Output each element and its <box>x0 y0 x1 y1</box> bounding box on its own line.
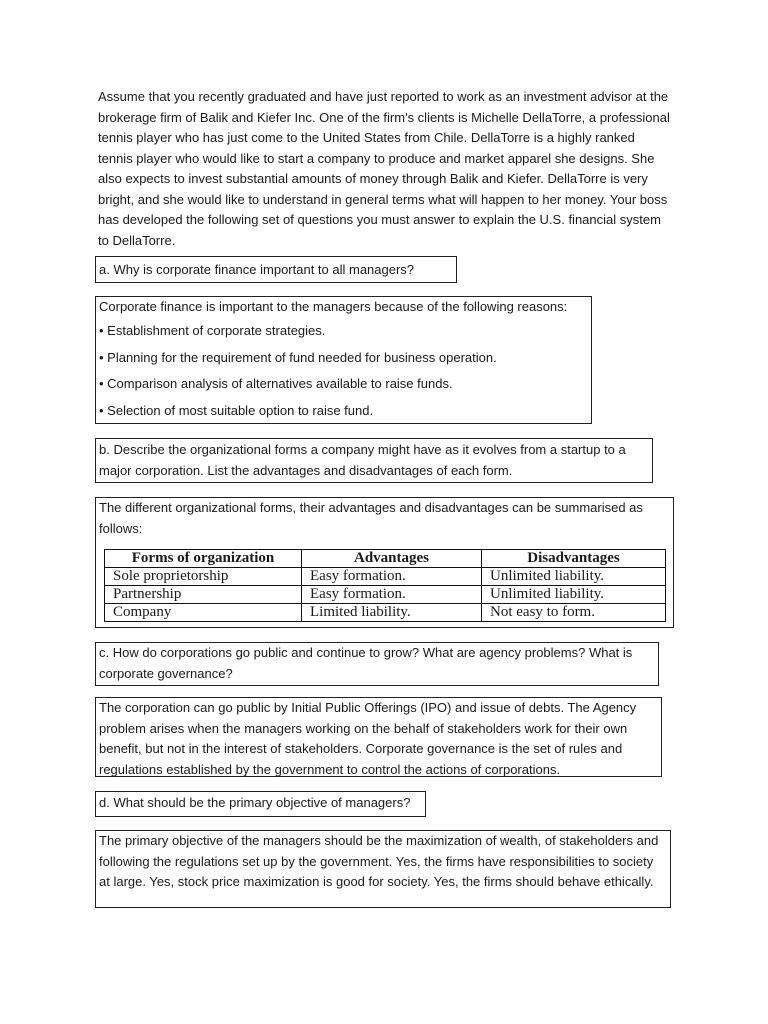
table-header-cell: Forms of organization <box>105 550 302 568</box>
question-a-box <box>95 256 457 283</box>
table-cell: Unlimited liability. <box>482 568 666 586</box>
answer-a-item: • Selection of most suitable option to raise fund. <box>99 402 374 418</box>
answer-c-box <box>95 697 662 777</box>
question-d-box <box>95 791 426 817</box>
table-cell: Unlimited liability. <box>482 586 666 604</box>
table-header-cell: Disadvantages <box>482 550 666 568</box>
answer-d-text: The primary objective of the managers should be the maximization of wealth, of stakeholders and following the regulations set up by the government. Yes, the firms have responsibilities to society at large. Yes, stock price maximization is good for society. Yes, the firms should behave ethically. <box>99 833 659 889</box>
table-cell: Not easy to form. <box>482 604 666 622</box>
question-c-box <box>95 642 659 686</box>
table-row <box>105 568 666 586</box>
table-header-row <box>105 550 666 568</box>
table-cell: Limited liability. <box>302 604 482 622</box>
table-cell: Sole proprietorship <box>105 568 302 586</box>
answer-c-text: The corporation can go public by Initial Public Offerings (IPO) and issue of debts. The Agency problem arises when the managers working on the behalf of stakeholders work for their own benefit, but not in the interest of stakeholders. Corporate governance is the set of rules and regulations established by the government to control the actions of corporations. <box>99 700 637 777</box>
table-cell: Company <box>105 604 302 622</box>
answer-d-box <box>95 830 671 908</box>
question-b-box <box>95 438 653 483</box>
answer-b-box <box>95 497 674 628</box>
question-d-text: d. What should be the primary objective of managers? <box>99 795 411 810</box>
table-row <box>105 586 666 604</box>
answer-a-item: • Establishment of corporate strategies. <box>99 323 326 338</box>
answer-a-box <box>95 296 592 424</box>
question-b-text: b. Describe the organizational forms a company might have as it evolves from a startup to a major corporation. List the advantages and disadvantages of each form. <box>99 442 626 478</box>
answer-a-lead: Corporate finance is important to the managers because of the following reasons: <box>99 299 568 314</box>
intro-paragraph: Assume that you recently graduated and have just reported to work as an investment advisor at the brokerage firm of Balik and Kiefer Inc. One of the firm's clients is Michelle DellaTorre, a professional tennis player who has just come to the United States from Chile. DellaTorre is a highly ranked tennis player who would like to start a company to produce and market apparel she designs. She also expects to invest substantial amounts of money through Balik and Kiefer. DellaTorre is very bright, and she would like to understand in general terms what will happen to her money. Your boss has developed the following set of questions you must answer to explain the U.S. financial system to DellaTorre. <box>98 89 670 248</box>
organization-forms-table <box>104 549 666 622</box>
answer-a-item: • Comparison analysis of alternatives available to raise funds. <box>99 376 453 391</box>
answer-a-item: • Planning for the requirement of fund needed for business operation. <box>99 349 497 365</box>
table-cell: Partnership <box>105 586 302 604</box>
table-header-cell: Advantages <box>302 550 482 568</box>
question-a-text: a. Why is corporate finance important to all managers? <box>99 262 415 277</box>
question-c-text: c. How do corporations go public and continue to grow? What are agency problems? What is corporate governance? <box>99 645 633 681</box>
table-cell: Easy formation. <box>302 586 482 604</box>
table-cell: Easy formation. <box>302 568 482 586</box>
table-row <box>105 604 666 622</box>
answer-b-lead: The different organizational forms, their advantages and disadvantages can be summarised as follows: <box>99 500 643 536</box>
